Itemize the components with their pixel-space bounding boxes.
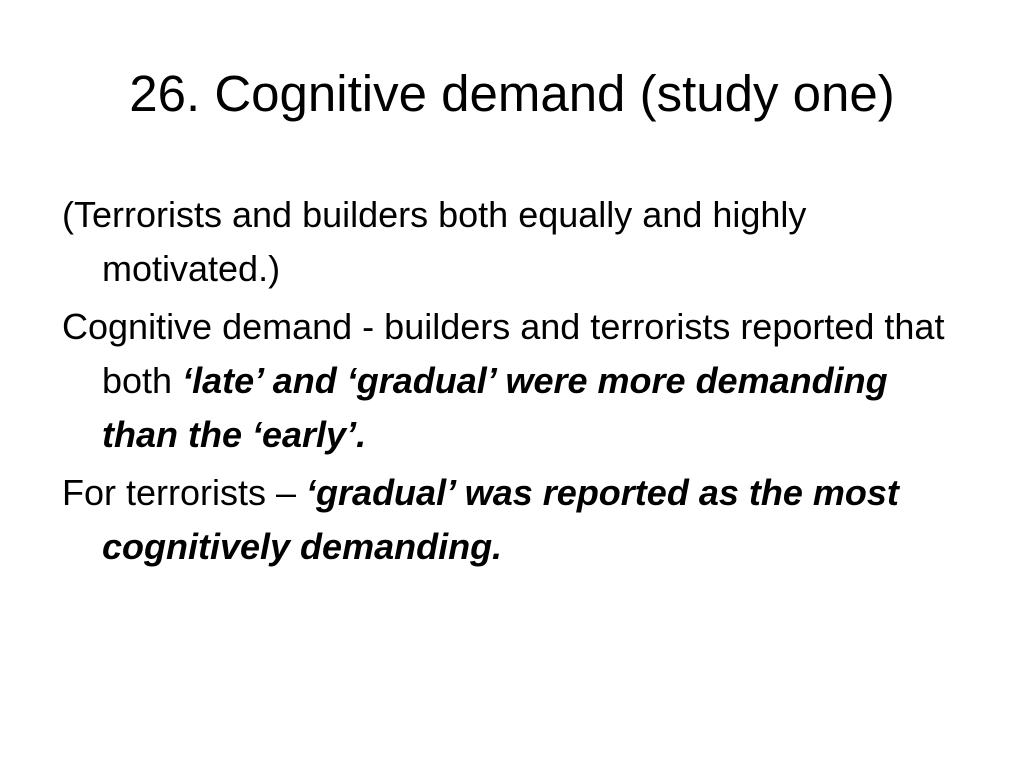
paragraph-2-text: Cognitive demand - builders and terrorists reported that both	[62, 306, 945, 401]
paragraph-2-emphasis: ‘late’ and ‘gradual’ were more demanding than the ‘early’.	[102, 360, 888, 455]
slide-body	[62, 188, 962, 578]
body-paragraph-1	[62, 188, 962, 296]
paragraph-3-text: For terrorists –	[62, 472, 307, 513]
slide-title: 26. Cognitive demand (study one)	[129, 65, 895, 122]
body-paragraph-2	[62, 300, 962, 462]
paragraph-3-emphasis: ‘gradual’ was reported as the most cognitively demanding.	[102, 472, 899, 567]
paragraph-1-text: (Terrorists and builders both equally and highly motivated.)	[62, 194, 807, 289]
body-paragraph-3	[62, 466, 962, 574]
